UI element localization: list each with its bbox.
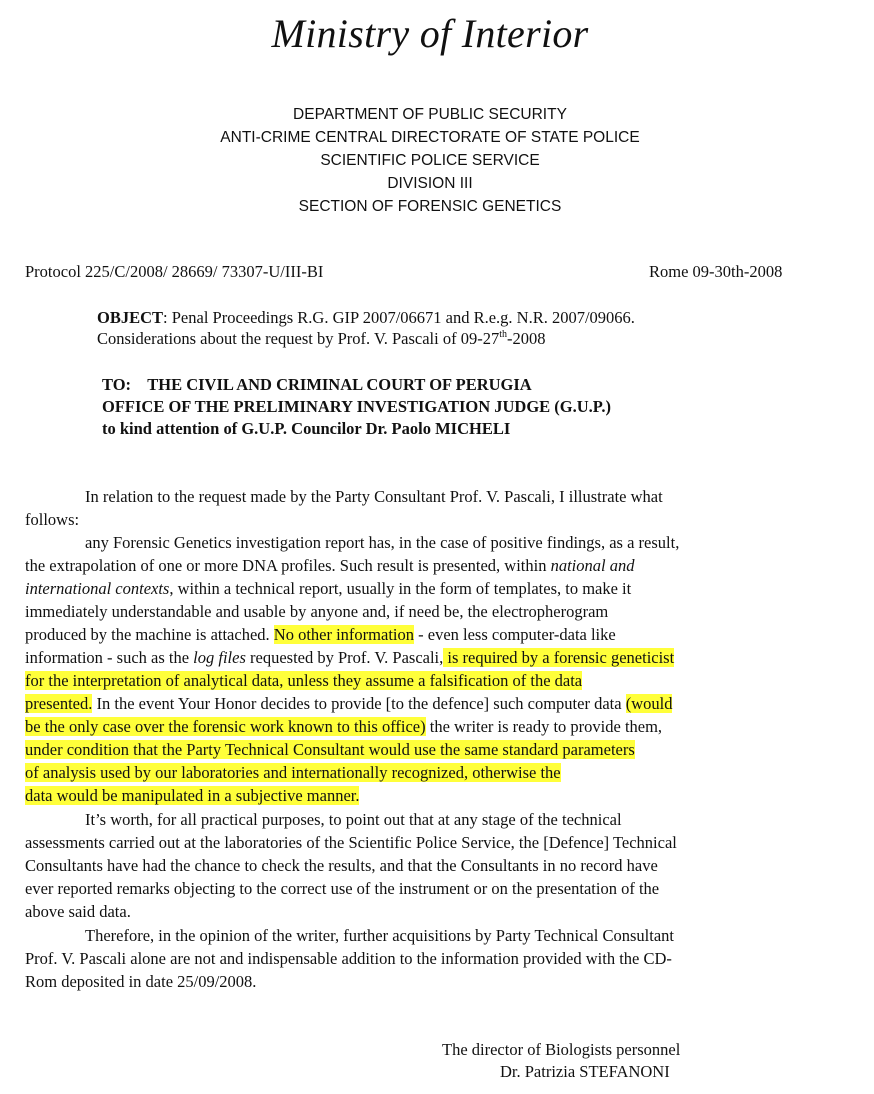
body-line [25,646,674,669]
body-line: In relation to the request made by the Party Consultant Prof. V. Pascali, I illustrate what [85,487,663,506]
ordinal-superscript: th [499,329,507,340]
body-line: any Forensic Genetics investigation report has, in the case of positive findings, as a result, [85,533,680,552]
department-line: SCIENTIFIC POLICE SERVICE [320,152,540,169]
department-line: SECTION OF FORENSIC GENETICS [298,198,562,215]
body-line [25,738,635,761]
department-line: DEPARTMENT OF PUBLIC SECURITY [293,106,567,123]
italic-text: log files [193,648,246,667]
addressee-line-3: to kind attention of G.U.P. Councilor Dr. Paolo MICHELI [102,419,511,438]
body-line: Prof. V. Pascali alone are not and indispensable addition to the information provided with the CD- [25,949,672,968]
body-line: assessments carried out at the laboratories of the Scientific Police Service, the [Defence] Technical [25,833,677,852]
body-text: , within a technical report, usually in the form of templates, to make it [169,579,632,598]
body-line: above said data. [25,902,131,921]
body-line: Therefore, in the opinion of the writer, further acquisitions by Party Technical Consultant [85,926,674,945]
highlighted-text: for the interpretation of analytical data, unless they assume a falsification of the data [25,671,583,690]
object-line-2 [97,329,546,349]
highlighted-text: under condition that the Party Technical Consultant would use the same standard parameters [25,740,635,759]
addressee-line-1: TO: THE CIVIL AND CRIMINAL COURT OF PERUGIA [102,375,532,394]
highlighted-text: No other information [273,625,414,644]
body-text: produced by the machine is attached. [25,625,274,644]
ministry-title: Ministry of Interior [271,11,589,56]
body-line: follows: [25,510,80,529]
body-line [25,761,561,784]
object-text: : Penal Proceedings R.G. GIP 2007/06671 and R.e.g. N.R. 2007/09066. [163,308,635,327]
body-line [25,554,634,577]
highlighted-text: of analysis used by our laboratories and internationally recognized, otherwise the [25,763,561,782]
body-line: Rom deposited in date 25/09/2008. [25,972,257,991]
object-line-1 [97,308,635,328]
body-line [25,623,616,646]
body-text: - even less computer-data like [414,625,616,644]
highlighted-text: be the only case over the forensic work known to this office) [25,717,426,736]
body-text: requested by Prof. V. Pascali, [245,648,444,667]
department-line: ANTI-CRIME CENTRAL DIRECTORATE OF STATE POLICE [220,129,640,146]
italic-text: national and [550,556,635,575]
addressee-line-2: OFFICE OF THE PRELIMINARY INVESTIGATION JUDGE (G.U.P.) [102,397,611,416]
protocol-number: Protocol 225/C/2008/ 28669/ 73307-U/III-BI [25,262,324,281]
body-line [25,715,662,738]
body-text: In the event Your Honor decides to provide [to the defence] such computer data [92,694,626,713]
italic-text: international contexts [25,579,170,598]
body-line: ever reported remarks objecting to the correct use of the instrument or on the presentation of the [25,879,660,898]
department-line: DIVISION III [387,175,473,192]
body-text: the extrapolation of one or more DNA profiles. Such result is presented, within [25,556,551,575]
body-line [25,784,359,807]
body-line: immediately understandable and usable by anyone and, if need be, the electropherogram [25,602,609,621]
highlighted-text: presented. [25,694,93,713]
highlighted-text: is required by a forensic geneticist [443,648,675,667]
body-line: Consultants have had the chance to check the results, and that the Consultants in no record have [25,856,658,875]
place-date: Rome 09-30th-2008 [649,262,783,281]
object-label: OBJECT [97,308,164,327]
body-line [25,577,631,600]
body-text: information - such as the [25,648,194,667]
object-date-suffix: -2008 [507,329,546,348]
highlighted-text: data would be manipulated in a subjective manner. [25,786,360,805]
body-line [25,669,582,692]
body-line: It’s worth, for all practical purposes, to point out that at any stage of the technical [85,810,622,829]
signature-name: Dr. Patrizia STEFANONI [500,1062,670,1081]
body-text: the writer is ready to provide them, [425,717,663,736]
body-line [25,692,672,715]
signature-role: The director of Biologists personnel [442,1040,681,1059]
highlighted-text: (would [625,694,673,713]
object-considerations: Considerations about the request by Prof. V. Pascali of 09-27 [97,329,500,348]
